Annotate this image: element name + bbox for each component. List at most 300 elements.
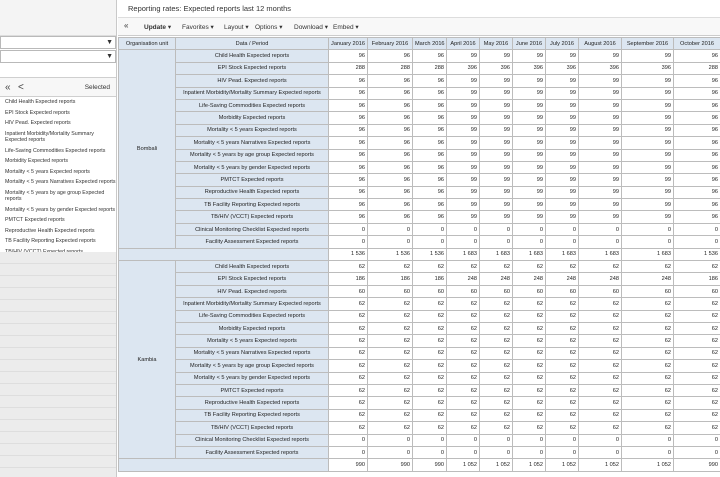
total-cell[interactable]: 1 536 [413,248,447,260]
value-cell[interactable]: 288 [329,62,368,74]
value-cell[interactable]: 62 [447,397,480,409]
value-cell[interactable]: 99 [447,87,480,99]
selected-item[interactable]: Mortality < 5 years by age group Expected reports [5,189,105,202]
value-cell[interactable]: 96 [368,199,413,211]
value-cell[interactable]: 0 [413,446,447,458]
value-cell[interactable]: 99 [546,50,579,62]
value-cell[interactable]: 62 [329,397,368,409]
value-cell[interactable]: 62 [622,372,674,384]
value-cell[interactable]: 99 [480,75,513,87]
value-cell[interactable]: 0 [622,446,674,458]
header-org-unit[interactable]: Organisation unit [119,38,176,50]
section-row[interactable] [0,252,117,264]
value-cell[interactable]: 62 [674,322,720,334]
value-cell[interactable]: 62 [329,360,368,372]
value-cell[interactable]: 99 [622,50,674,62]
value-cell[interactable]: 99 [447,186,480,198]
value-cell[interactable]: 99 [447,112,480,124]
value-cell[interactable]: 96 [329,211,368,223]
value-cell[interactable]: 96 [413,50,447,62]
value-cell[interactable]: 99 [579,75,622,87]
value-cell[interactable]: 99 [579,124,622,136]
value-cell[interactable]: 62 [513,360,546,372]
value-cell[interactable]: 62 [546,360,579,372]
value-cell[interactable]: 62 [513,261,546,273]
header-period[interactable]: July 2016 [546,38,579,50]
value-cell[interactable]: 60 [480,285,513,297]
value-cell[interactable]: 62 [622,335,674,347]
value-cell[interactable]: 248 [546,273,579,285]
total-cell[interactable]: 1 683 [546,248,579,260]
value-cell[interactable]: 62 [674,335,720,347]
value-cell[interactable]: 99 [480,99,513,111]
value-cell[interactable]: 99 [546,211,579,223]
value-cell[interactable]: 0 [413,236,447,248]
value-cell[interactable]: 62 [413,372,447,384]
value-cell[interactable]: 99 [622,124,674,136]
selected-item[interactable]: Morbidity Expected reports [5,158,69,164]
value-cell[interactable]: 62 [546,335,579,347]
value-cell[interactable]: 186 [329,273,368,285]
value-cell[interactable]: 0 [368,236,413,248]
value-cell[interactable]: 0 [413,434,447,446]
section-row[interactable] [0,432,117,444]
value-cell[interactable]: 99 [622,137,674,149]
value-cell[interactable]: 62 [480,372,513,384]
value-cell[interactable]: 62 [513,397,546,409]
value-cell[interactable]: 62 [447,422,480,434]
value-cell[interactable]: 99 [513,174,546,186]
value-cell[interactable]: 396 [513,62,546,74]
value-cell[interactable]: 99 [447,174,480,186]
value-cell[interactable]: 99 [622,161,674,173]
value-cell[interactable]: 0 [579,236,622,248]
value-cell[interactable]: 62 [368,397,413,409]
value-cell[interactable]: 60 [622,285,674,297]
value-cell[interactable]: 99 [622,186,674,198]
value-cell[interactable]: 62 [413,322,447,334]
value-cell[interactable]: 396 [447,62,480,74]
value-cell[interactable]: 396 [480,62,513,74]
value-cell[interactable]: 0 [622,223,674,235]
value-cell[interactable]: 99 [513,161,546,173]
value-cell[interactable]: 0 [480,446,513,458]
value-cell[interactable]: 96 [413,174,447,186]
value-cell[interactable]: 99 [447,124,480,136]
value-cell[interactable]: 62 [622,261,674,273]
value-cell[interactable]: 60 [413,285,447,297]
section-row[interactable] [0,300,117,312]
value-cell[interactable]: 62 [368,372,413,384]
value-cell[interactable]: 62 [368,298,413,310]
value-cell[interactable]: 62 [368,409,413,421]
value-cell[interactable]: 62 [368,335,413,347]
value-cell[interactable]: 0 [674,446,720,458]
section-row[interactable] [0,444,117,456]
value-cell[interactable]: 99 [513,75,546,87]
section-row[interactable] [0,420,117,432]
value-cell[interactable]: 96 [368,124,413,136]
value-cell[interactable]: 99 [622,99,674,111]
value-cell[interactable]: 96 [329,99,368,111]
value-cell[interactable]: 0 [546,223,579,235]
value-cell[interactable]: 62 [413,397,447,409]
value-cell[interactable]: 96 [674,50,720,62]
total-cell[interactable]: 1 536 [674,248,720,260]
value-cell[interactable]: 62 [546,310,579,322]
value-cell[interactable]: 62 [674,298,720,310]
value-cell[interactable]: 96 [413,211,447,223]
value-cell[interactable]: 62 [513,422,546,434]
pivot-table-container[interactable] [118,37,720,477]
section-row[interactable] [0,324,117,336]
options-button[interactable] [255,23,282,31]
value-cell[interactable]: 62 [674,422,720,434]
value-cell[interactable]: 96 [413,161,447,173]
value-cell[interactable]: 96 [368,112,413,124]
value-cell[interactable]: 62 [413,335,447,347]
value-cell[interactable]: 62 [447,261,480,273]
value-cell[interactable]: 0 [480,236,513,248]
total-cell[interactable]: 1 683 [579,248,622,260]
value-cell[interactable]: 62 [579,310,622,322]
value-cell[interactable]: 99 [546,124,579,136]
section-row[interactable] [0,372,117,384]
value-cell[interactable]: 62 [447,322,480,334]
value-cell[interactable]: 0 [674,223,720,235]
total-cell[interactable]: 1 052 [622,459,674,471]
selected-item[interactable]: EPI Stock Expected reports [5,109,70,116]
value-cell[interactable]: 96 [674,186,720,198]
value-cell[interactable]: 62 [513,335,546,347]
total-cell[interactable]: 990 [413,459,447,471]
value-cell[interactable]: 99 [579,174,622,186]
value-cell[interactable]: 62 [329,322,368,334]
value-cell[interactable]: 62 [579,384,622,396]
header-period[interactable]: September 2016 [622,38,674,50]
value-cell[interactable]: 99 [546,186,579,198]
value-cell[interactable]: 96 [413,87,447,99]
value-cell[interactable]: 62 [329,384,368,396]
value-cell[interactable]: 99 [480,137,513,149]
total-cell[interactable]: 1 052 [447,459,480,471]
value-cell[interactable]: 62 [546,261,579,273]
value-cell[interactable]: 96 [413,99,447,111]
value-cell[interactable]: 96 [674,211,720,223]
value-cell[interactable]: 60 [513,285,546,297]
value-cell[interactable]: 96 [674,99,720,111]
value-cell[interactable]: 62 [579,360,622,372]
value-cell[interactable]: 62 [480,360,513,372]
value-cell[interactable]: 62 [480,409,513,421]
value-cell[interactable]: 99 [622,199,674,211]
value-cell[interactable]: 248 [513,273,546,285]
update-button[interactable] [144,23,171,31]
value-cell[interactable]: 62 [513,372,546,384]
layout-button[interactable] [224,23,249,31]
total-cell[interactable]: 1 052 [579,459,622,471]
value-cell[interactable]: 62 [413,347,447,359]
value-cell[interactable]: 62 [579,298,622,310]
value-cell[interactable]: 62 [413,298,447,310]
value-cell[interactable]: 396 [579,62,622,74]
total-cell[interactable]: 990 [329,459,368,471]
value-cell[interactable]: 0 [513,223,546,235]
value-cell[interactable]: 99 [480,50,513,62]
section-row[interactable] [0,360,117,372]
deselect-all-button[interactable]: « [5,82,11,93]
value-cell[interactable]: 0 [579,223,622,235]
value-cell[interactable]: 96 [674,174,720,186]
value-cell[interactable]: 99 [513,186,546,198]
header-data-period[interactable]: Data / Period [176,38,329,50]
value-cell[interactable]: 99 [447,50,480,62]
value-cell[interactable]: 62 [368,310,413,322]
value-cell[interactable]: 99 [513,87,546,99]
value-cell[interactable]: 0 [368,434,413,446]
value-cell[interactable]: 96 [329,199,368,211]
value-cell[interactable]: 99 [480,186,513,198]
value-cell[interactable]: 96 [674,112,720,124]
value-cell[interactable]: 62 [329,298,368,310]
value-cell[interactable]: 62 [447,298,480,310]
value-cell[interactable]: 0 [546,236,579,248]
value-cell[interactable]: 62 [413,310,447,322]
value-cell[interactable]: 96 [329,112,368,124]
header-period[interactable]: April 2016 [447,38,480,50]
value-cell[interactable]: 99 [447,99,480,111]
value-cell[interactable]: 96 [368,50,413,62]
embed-menu[interactable] [333,23,359,31]
header-period[interactable]: March 2016 [413,38,447,50]
value-cell[interactable]: 62 [513,384,546,396]
value-cell[interactable]: 96 [674,149,720,161]
value-cell[interactable]: 62 [413,384,447,396]
value-cell[interactable]: 62 [622,322,674,334]
value-cell[interactable]: 62 [513,310,546,322]
value-cell[interactable]: 0 [513,434,546,446]
selected-item[interactable]: Life-Saving Commodities Expected reports [5,147,106,154]
total-cell[interactable]: 1 052 [546,459,579,471]
total-cell[interactable]: 1 536 [329,248,368,260]
value-cell[interactable]: 99 [579,161,622,173]
value-cell[interactable]: 99 [579,137,622,149]
value-cell[interactable]: 96 [329,137,368,149]
value-cell[interactable]: 99 [447,211,480,223]
value-cell[interactable]: 60 [368,285,413,297]
value-cell[interactable]: 0 [546,446,579,458]
section-row[interactable] [0,312,117,324]
value-cell[interactable]: 99 [447,75,480,87]
value-cell[interactable]: 96 [329,174,368,186]
value-cell[interactable]: 99 [513,149,546,161]
value-cell[interactable]: 62 [674,397,720,409]
value-cell[interactable]: 99 [546,199,579,211]
value-cell[interactable]: 99 [579,199,622,211]
header-period[interactable]: January 2016 [329,38,368,50]
value-cell[interactable]: 99 [480,112,513,124]
value-cell[interactable]: 99 [513,50,546,62]
value-cell[interactable]: 62 [368,360,413,372]
value-cell[interactable]: 288 [413,62,447,74]
value-cell[interactable]: 60 [579,285,622,297]
value-cell[interactable]: 62 [546,347,579,359]
value-cell[interactable]: 186 [368,273,413,285]
value-cell[interactable]: 99 [480,149,513,161]
total-cell[interactable]: 1 683 [513,248,546,260]
value-cell[interactable]: 62 [674,310,720,322]
value-cell[interactable]: 99 [480,199,513,211]
value-cell[interactable]: 96 [329,161,368,173]
value-cell[interactable]: 62 [674,372,720,384]
value-cell[interactable]: 0 [579,446,622,458]
value-cell[interactable]: 62 [413,261,447,273]
value-cell[interactable]: 0 [546,434,579,446]
value-cell[interactable]: 99 [622,149,674,161]
value-cell[interactable]: 62 [413,409,447,421]
selected-item[interactable]: HIV Pead. Expected reports [5,120,71,126]
value-cell[interactable]: 396 [546,62,579,74]
value-cell[interactable]: 62 [447,409,480,421]
value-cell[interactable]: 62 [674,409,720,421]
value-cell[interactable]: 0 [447,434,480,446]
deselect-button[interactable]: < [18,82,24,93]
value-cell[interactable]: 99 [513,199,546,211]
data-group-select[interactable] [0,50,116,63]
value-cell[interactable]: 248 [622,273,674,285]
total-cell[interactable]: 1 683 [622,248,674,260]
value-cell[interactable]: 62 [447,347,480,359]
value-cell[interactable]: 62 [329,347,368,359]
value-cell[interactable]: 62 [674,360,720,372]
value-cell[interactable]: 96 [368,174,413,186]
value-cell[interactable]: 60 [674,285,720,297]
value-cell[interactable]: 62 [329,409,368,421]
selected-item[interactable]: Reproductive Health Expected reports [5,227,95,234]
value-cell[interactable]: 62 [368,422,413,434]
value-cell[interactable]: 96 [368,99,413,111]
value-cell[interactable]: 62 [329,310,368,322]
value-cell[interactable]: 62 [513,298,546,310]
selected-item[interactable]: TB Facility Reporting Expected reports [5,238,96,244]
value-cell[interactable]: 62 [480,384,513,396]
value-cell[interactable]: 99 [480,211,513,223]
header-period[interactable]: May 2016 [480,38,513,50]
value-cell[interactable]: 396 [622,62,674,74]
value-cell[interactable]: 0 [622,236,674,248]
value-cell[interactable]: 62 [368,322,413,334]
value-cell[interactable]: 96 [674,87,720,99]
value-cell[interactable]: 288 [368,62,413,74]
value-cell[interactable]: 62 [480,261,513,273]
section-row[interactable] [0,276,117,288]
value-cell[interactable]: 99 [579,211,622,223]
value-cell[interactable]: 99 [546,149,579,161]
selected-item[interactable]: Mortality < 5 years by gender Expected reports [5,206,115,213]
value-cell[interactable]: 0 [368,446,413,458]
value-cell[interactable]: 60 [329,285,368,297]
value-cell[interactable]: 99 [546,174,579,186]
header-period[interactable]: June 2016 [513,38,546,50]
value-cell[interactable]: 99 [622,112,674,124]
value-cell[interactable]: 62 [579,322,622,334]
value-cell[interactable]: 99 [480,124,513,136]
value-cell[interactable]: 99 [546,75,579,87]
value-cell[interactable]: 96 [329,87,368,99]
selected-item[interactable]: Mortality < 5 years Narratives Expected reports [5,179,116,185]
value-cell[interactable]: 62 [447,360,480,372]
value-cell[interactable]: 62 [622,409,674,421]
value-cell[interactable]: 62 [480,310,513,322]
value-cell[interactable]: 62 [329,372,368,384]
total-cell[interactable]: 1 683 [447,248,480,260]
value-cell[interactable]: 62 [546,372,579,384]
value-cell[interactable]: 99 [622,87,674,99]
value-cell[interactable]: 0 [329,434,368,446]
value-cell[interactable]: 62 [579,335,622,347]
value-cell[interactable]: 62 [546,384,579,396]
value-cell[interactable]: 0 [329,446,368,458]
value-cell[interactable]: 62 [622,310,674,322]
value-cell[interactable]: 96 [368,161,413,173]
value-cell[interactable]: 96 [674,75,720,87]
value-cell[interactable]: 60 [447,285,480,297]
value-cell[interactable]: 62 [480,422,513,434]
value-cell[interactable]: 96 [329,149,368,161]
value-cell[interactable]: 62 [579,372,622,384]
value-cell[interactable]: 62 [480,322,513,334]
favorites-menu[interactable] [182,23,214,31]
value-cell[interactable]: 62 [447,372,480,384]
value-cell[interactable]: 62 [622,422,674,434]
value-cell[interactable]: 99 [447,137,480,149]
value-cell[interactable]: 99 [513,99,546,111]
value-cell[interactable]: 99 [480,161,513,173]
value-cell[interactable]: 96 [368,75,413,87]
value-cell[interactable]: 62 [413,422,447,434]
value-cell[interactable]: 62 [513,347,546,359]
value-cell[interactable]: 0 [480,434,513,446]
value-cell[interactable]: 99 [579,112,622,124]
value-cell[interactable]: 99 [579,87,622,99]
value-cell[interactable]: 99 [622,75,674,87]
total-cell[interactable]: 990 [368,459,413,471]
value-cell[interactable]: 96 [329,50,368,62]
value-cell[interactable]: 99 [447,199,480,211]
value-cell[interactable]: 62 [447,384,480,396]
total-cell[interactable]: 1 052 [513,459,546,471]
value-cell[interactable]: 0 [579,434,622,446]
value-cell[interactable]: 0 [513,236,546,248]
value-cell[interactable]: 62 [480,335,513,347]
data-type-select[interactable] [0,36,116,49]
value-cell[interactable]: 62 [368,384,413,396]
value-cell[interactable]: 99 [579,50,622,62]
value-cell[interactable]: 99 [546,87,579,99]
value-cell[interactable]: 99 [513,112,546,124]
value-cell[interactable]: 99 [579,186,622,198]
value-cell[interactable]: 0 [480,223,513,235]
selected-item[interactable]: PMTCT Expected reports [5,217,65,223]
value-cell[interactable]: 96 [368,211,413,223]
value-cell[interactable]: 99 [546,99,579,111]
value-cell[interactable]: 62 [674,347,720,359]
value-cell[interactable]: 99 [480,87,513,99]
value-cell[interactable]: 99 [513,124,546,136]
value-cell[interactable]: 62 [513,409,546,421]
selected-item[interactable]: Mortality < 5 years Expected reports [5,168,90,175]
value-cell[interactable]: 99 [622,211,674,223]
